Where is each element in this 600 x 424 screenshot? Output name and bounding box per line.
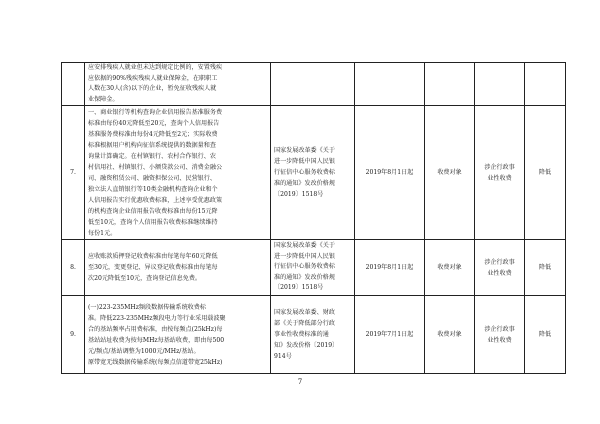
beneficiary-cell <box>425 63 475 106</box>
fee-type-cell: 涉企行政事 业性收费 <box>475 106 525 240</box>
page-number: 7 <box>297 378 303 386</box>
fee-type-cell: 涉企行政事 业性收费 <box>475 296 525 374</box>
effective-date-cell: 2019年8月1日起 <box>355 106 425 240</box>
effective-date-cell: 2019年8月1日起 <box>355 240 425 296</box>
reduction-mode-cell: 降低 <box>525 240 566 296</box>
fee-type-cell <box>475 63 525 106</box>
effective-date-cell <box>355 63 425 106</box>
reduction-mode-cell: 降低 <box>525 106 566 240</box>
fee-reduction-table <box>61 62 566 374</box>
table-row <box>62 63 566 106</box>
row-number-cell: 9. <box>62 296 85 374</box>
effective-date-cell: 2019年7月1日起 <box>355 296 425 374</box>
policy-content-cell: 应收账款质押登记收费标准由每笔每年60元降低 至30元，变更登记、异议登记收费标准由每笔每 次20元降低至10元，查询登记信息免费。 <box>85 240 271 296</box>
reduction-mode-cell <box>525 63 566 106</box>
policy-document-cell: 国家发展改革委《关于 进一步降低中国人民银 行征信中心服务收费标 准的通知》发改价格规 〔2019〕1518号 <box>271 106 355 240</box>
beneficiary-cell: 收费对象 <box>425 240 475 296</box>
beneficiary-cell: 收费对象 <box>425 296 475 374</box>
table-row <box>62 240 566 296</box>
row-number-cell: 7. <box>62 106 85 240</box>
policy-document-cell <box>271 63 355 106</box>
policy-content-cell: 一、商业银行等机构查询企业信用报告基准服务费 标准由每份40元降低至20元，查询个人信用报告 基准服务费标准由每份4元降低至2元；实际收费 标准根据用户机构向征信系统提供的数据量和查 询量计算确定。在村镇银行、农村合作银行、农 村信用社、村镇银行、小额贷款公司、消费金融公 司、融资租赁公司、融资担保公司、民营银行、 独立法人直销银行等10类金融机构查询企业和个 人信用报告实行优惠收费标准，上述享受优惠政策 的机构查询企业信用报告收费标准由每份15元降 低至10元，查询个人信用报告收费标准继续维持 每份1元。 <box>85 106 271 240</box>
policy-content-cell: (一)223-235MHz频段数据传输系统收费标 准。降低223-235MHz频段电力等行业采用载波聚 合的基站频率占用费标准，由按每频点(25kHz)每 基站站址收费为按每MHz每基站收费，即由每500 元/频点/基站调整为1000元/MHz/基站。 原带宽无线数据传输系统(每频点信道带宽25kHz) <box>85 296 271 374</box>
row-number-cell <box>62 63 85 106</box>
row-number-cell: 8. <box>62 240 85 296</box>
policy-document-cell: 国家发展改革委、财政 部《关于降低部分行政 事业性收费标准的通 知》发改价格〔2019〕 914号 <box>271 296 355 374</box>
policy-content-cell: 应安排残疾人就业但未达到规定比例的，安置残疾 应依据的90%残疾残疾人就业保障金，在职职工 人数在30人(含)以下的企业，暂免征收残疾人就 业保障金。 <box>85 63 271 106</box>
table-row <box>62 106 566 240</box>
fee-type-cell: 涉企行政事 业性收费 <box>475 240 525 296</box>
beneficiary-cell: 收费对象 <box>425 106 475 240</box>
reduction-mode-cell: 降低 <box>525 296 566 374</box>
policy-document-cell: 国家发展改革委《关于 进一步降低中国人民银 行征信中心服务收费标 准的通知》发改价格规 〔2019〕1518号 <box>271 240 355 296</box>
table-row <box>62 296 566 374</box>
